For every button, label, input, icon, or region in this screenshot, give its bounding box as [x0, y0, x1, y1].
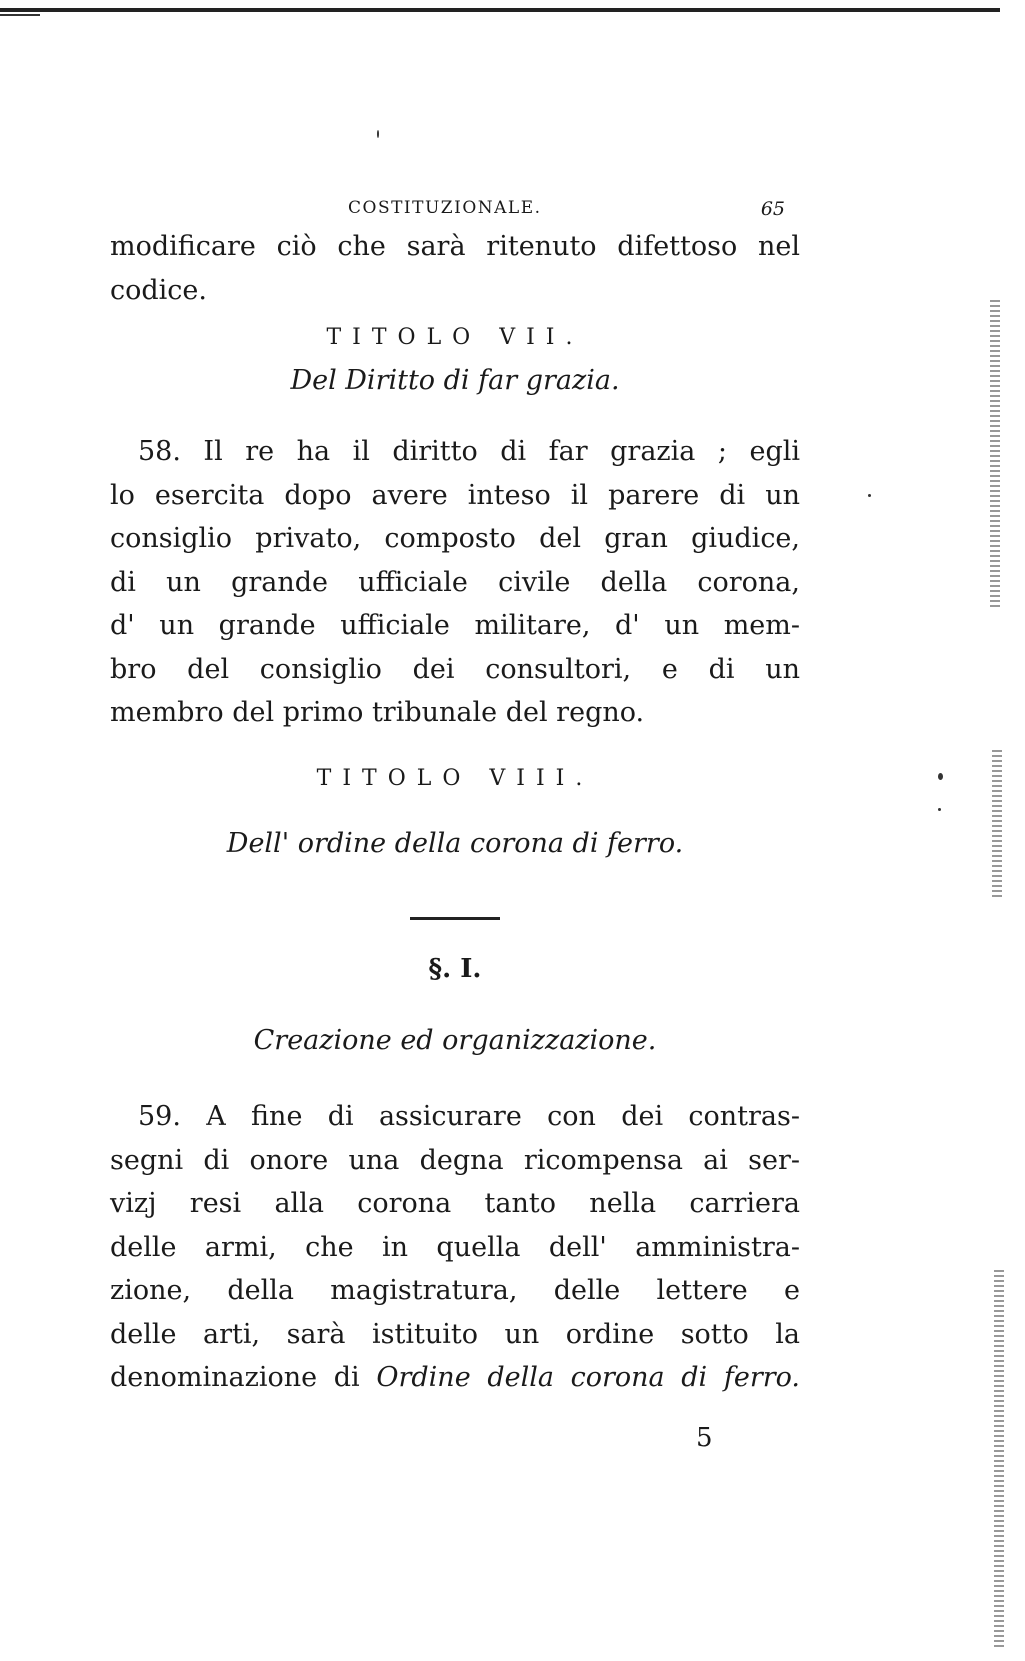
scan-artifact-strip	[994, 1270, 1004, 1650]
text-line: consiglio privato, composto del gran giudice,	[110, 523, 800, 554]
page-number: 65	[760, 198, 785, 220]
text-line: d' un grande ufficiale militare, d' un mem-	[110, 610, 800, 641]
text-fragment: denominazione di	[110, 1362, 377, 1393]
article-59	[110, 1095, 800, 1400]
section-heading: §. I.	[428, 954, 482, 984]
top-rule-accent	[0, 14, 40, 16]
article-58	[110, 430, 800, 735]
scan-speck	[938, 808, 941, 811]
page-header	[110, 198, 785, 224]
text-line: di un grande ufficiale civile della corona,	[110, 566, 800, 598]
titolo-viii-subtitle: Dell' ordine della corona di ferro.	[226, 828, 684, 859]
scan-artifact-strip	[992, 750, 1002, 900]
scan-speck	[868, 494, 871, 497]
text-line: delle armi, che in quella dell' amministra-	[110, 1231, 800, 1263]
text-line: 58. Il re ha il diritto di far grazia ; egli	[138, 436, 800, 467]
signature-mark: 5	[696, 1423, 713, 1453]
titolo-vii-heading: TITOLO VII.	[326, 325, 584, 350]
titolo-viii-heading: TITOLO VIII.	[316, 766, 594, 791]
italic-order-name: Ordine della corona di ferro.	[376, 1362, 800, 1393]
top-rule	[0, 8, 1000, 12]
text-line: delle arti, sarà istituito un ordine sotto la	[110, 1318, 800, 1350]
text-line: membro del primo tribunale del regno.	[110, 697, 645, 728]
scan-artifact-strip	[990, 300, 1000, 610]
text-line: modificare ciò che sarà ritenuto difettoso nel	[110, 231, 800, 262]
text-line: zione, della magistratura, delle lettere e	[110, 1275, 800, 1306]
continuation-paragraph	[110, 225, 800, 312]
running-title: COSTITUZIONALE.	[348, 198, 542, 218]
text-line: codice.	[110, 274, 207, 306]
scan-speck	[377, 130, 379, 138]
text-line: bro del consiglio dei consultori, e di un	[110, 653, 800, 685]
text-line: lo esercita dopo avere inteso il parere di un	[110, 479, 800, 511]
text-line	[110, 1356, 800, 1400]
section-rule	[410, 917, 500, 920]
scan-speck	[938, 773, 943, 780]
titolo-vii-subtitle: Del Diritto di far grazia.	[290, 365, 620, 396]
text-line: vizj resi alla corona tanto nella carriera	[110, 1188, 800, 1219]
section-subtitle: Creazione ed organizzazione.	[253, 1025, 657, 1056]
text-line: 59. A fine di assicurare con dei contras-	[138, 1101, 800, 1132]
text-line: segni di onore una degna ricompensa ai ser-	[110, 1144, 800, 1176]
